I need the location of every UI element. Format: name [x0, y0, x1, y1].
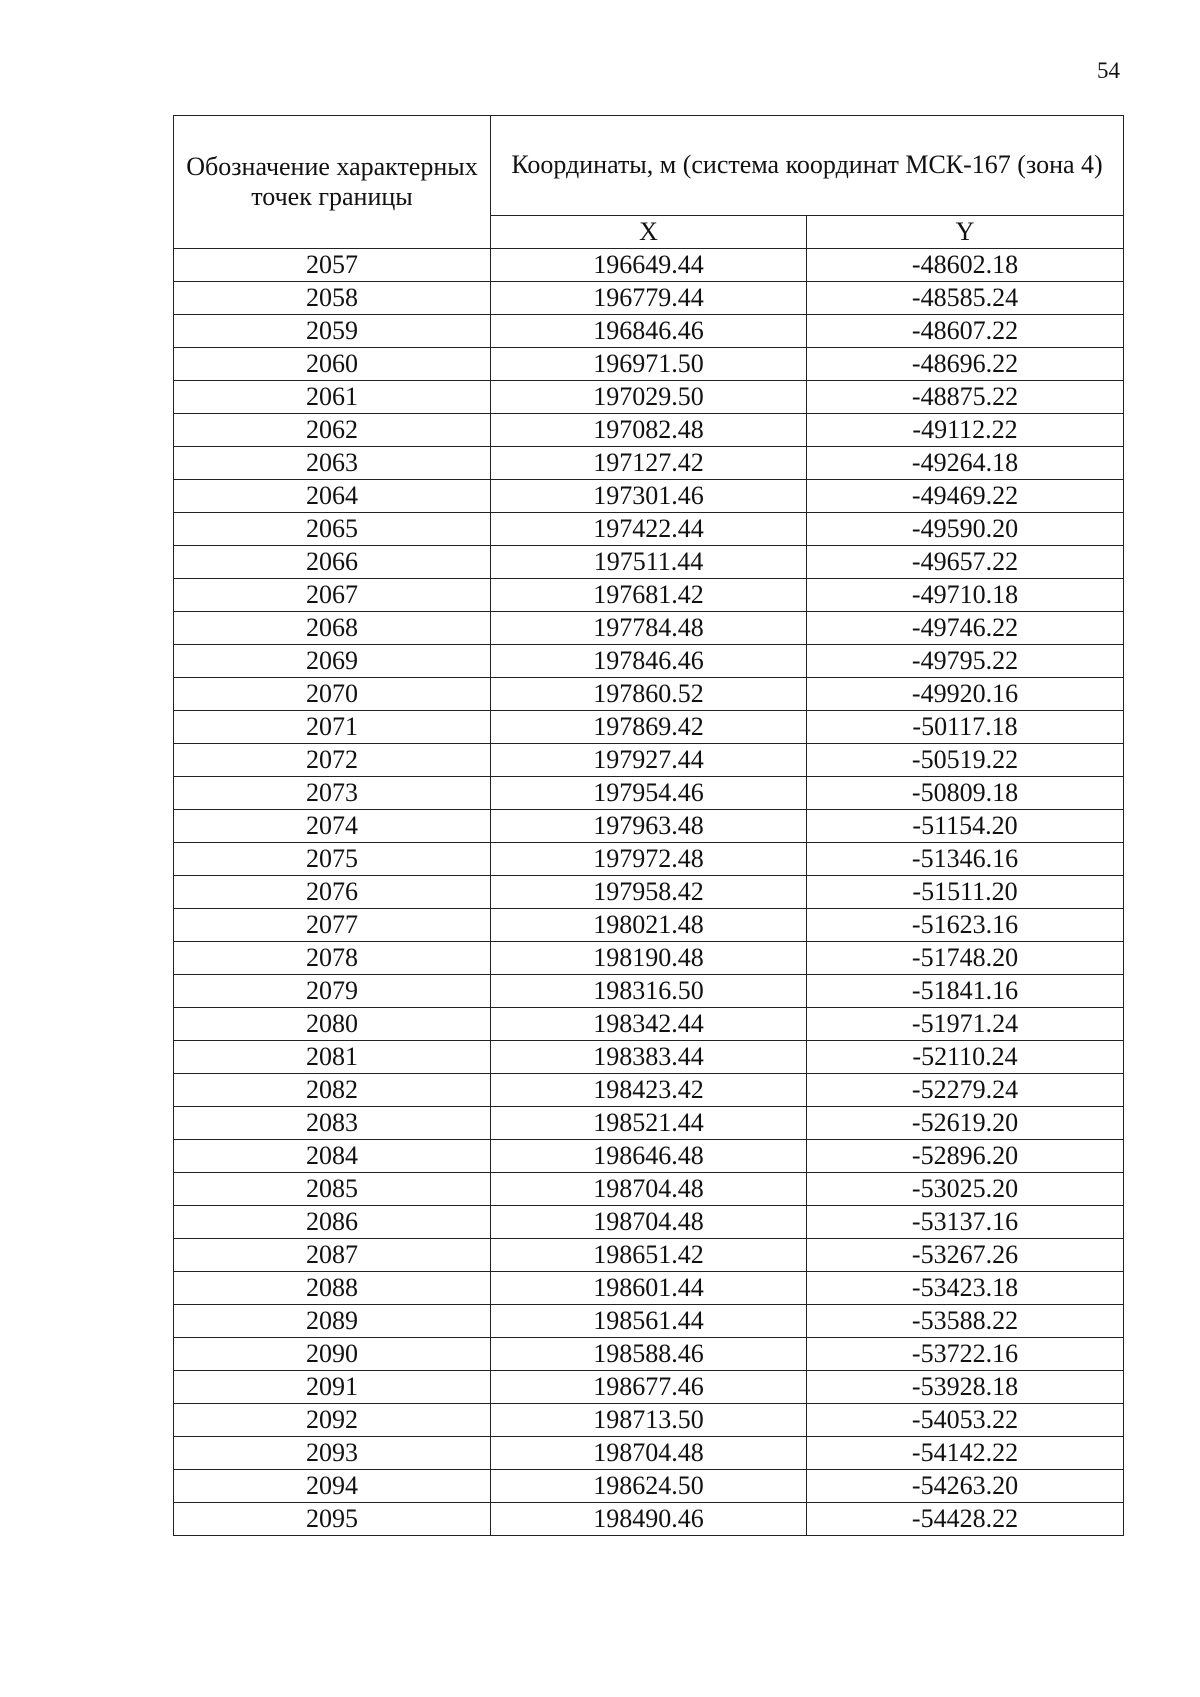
point-cell: 2059 — [174, 315, 491, 348]
y-cell: -48875.22 — [807, 381, 1124, 414]
table-row — [174, 645, 1124, 678]
table-row — [174, 315, 1124, 348]
point-cell: 2091 — [174, 1371, 491, 1404]
point-cell: 2075 — [174, 843, 491, 876]
coordinates-table — [173, 115, 1124, 1536]
x-cell: 198342.44 — [491, 1008, 807, 1041]
y-cell: -51623.16 — [807, 909, 1124, 942]
table-row — [174, 1041, 1124, 1074]
table-header — [174, 116, 1124, 249]
point-cell: 2070 — [174, 678, 491, 711]
x-cell: 197972.48 — [491, 843, 807, 876]
y-cell: -53025.20 — [807, 1173, 1124, 1206]
table-row — [174, 447, 1124, 480]
y-cell: -49469.22 — [807, 480, 1124, 513]
table-row — [174, 1206, 1124, 1239]
table-row — [174, 1305, 1124, 1338]
table-row — [174, 1503, 1124, 1536]
point-cell: 2089 — [174, 1305, 491, 1338]
y-cell: -54428.22 — [807, 1503, 1124, 1536]
table-row — [174, 513, 1124, 546]
page-number: 54 — [1097, 58, 1120, 83]
y-cell: -50117.18 — [807, 711, 1124, 744]
x-cell: 197927.44 — [491, 744, 807, 777]
x-cell: 198490.46 — [491, 1503, 807, 1536]
x-cell: 197860.52 — [491, 678, 807, 711]
table-row — [174, 678, 1124, 711]
y-cell: -49657.22 — [807, 546, 1124, 579]
point-cell: 2064 — [174, 480, 491, 513]
table-row — [174, 480, 1124, 513]
table-row — [174, 843, 1124, 876]
table-row — [174, 942, 1124, 975]
y-cell: -54142.22 — [807, 1437, 1124, 1470]
x-cell: 197029.50 — [491, 381, 807, 414]
x-cell: 197963.48 — [491, 810, 807, 843]
point-cell: 2067 — [174, 579, 491, 612]
point-cell: 2062 — [174, 414, 491, 447]
y-cell: -48696.22 — [807, 348, 1124, 381]
table-row — [174, 1239, 1124, 1272]
y-cell: -48585.24 — [807, 282, 1124, 315]
y-cell: -53928.18 — [807, 1371, 1124, 1404]
point-cell: 2087 — [174, 1239, 491, 1272]
y-cell: -51346.16 — [807, 843, 1124, 876]
point-cell: 2057 — [174, 249, 491, 282]
table-row — [174, 1338, 1124, 1371]
table-body — [174, 249, 1124, 1536]
y-cell: -52896.20 — [807, 1140, 1124, 1173]
x-cell: 197869.42 — [491, 711, 807, 744]
y-cell: -54053.22 — [807, 1404, 1124, 1437]
table-row — [174, 612, 1124, 645]
x-cell: 198713.50 — [491, 1404, 807, 1437]
x-cell: 197846.46 — [491, 645, 807, 678]
header-coordinates: Координаты, м (система координат МСК-167 (зона 4) — [491, 116, 1124, 216]
point-cell: 2079 — [174, 975, 491, 1008]
point-cell: 2093 — [174, 1437, 491, 1470]
x-cell: 198190.48 — [491, 942, 807, 975]
y-cell: -48602.18 — [807, 249, 1124, 282]
point-cell: 2082 — [174, 1074, 491, 1107]
x-cell: 197958.42 — [491, 876, 807, 909]
x-cell: 198651.42 — [491, 1239, 807, 1272]
table-row — [174, 1437, 1124, 1470]
table-row — [174, 1470, 1124, 1503]
table-row — [174, 1173, 1124, 1206]
x-cell: 197681.42 — [491, 579, 807, 612]
point-cell: 2074 — [174, 810, 491, 843]
point-cell: 2080 — [174, 1008, 491, 1041]
y-cell: -50519.22 — [807, 744, 1124, 777]
x-cell: 198646.48 — [491, 1140, 807, 1173]
table-row — [174, 414, 1124, 447]
y-cell: -53423.18 — [807, 1272, 1124, 1305]
point-cell: 2072 — [174, 744, 491, 777]
x-cell: 198704.48 — [491, 1437, 807, 1470]
table-row — [174, 249, 1124, 282]
y-cell: -49795.22 — [807, 645, 1124, 678]
x-cell: 197127.42 — [491, 447, 807, 480]
y-cell: -53137.16 — [807, 1206, 1124, 1239]
point-cell: 2092 — [174, 1404, 491, 1437]
table-row — [174, 1107, 1124, 1140]
point-cell: 2076 — [174, 876, 491, 909]
table-row — [174, 348, 1124, 381]
x-cell: 198677.46 — [491, 1371, 807, 1404]
point-cell: 2095 — [174, 1503, 491, 1536]
table-row — [174, 1008, 1124, 1041]
y-cell: -49264.18 — [807, 447, 1124, 480]
y-cell: -51154.20 — [807, 810, 1124, 843]
x-cell: 196971.50 — [491, 348, 807, 381]
y-cell: -54263.20 — [807, 1470, 1124, 1503]
header-y: Y — [807, 215, 1124, 248]
y-cell: -52110.24 — [807, 1041, 1124, 1074]
y-cell: -49710.18 — [807, 579, 1124, 612]
x-cell: 198624.50 — [491, 1470, 807, 1503]
point-cell: 2069 — [174, 645, 491, 678]
x-cell: 196779.44 — [491, 282, 807, 315]
table-row — [174, 579, 1124, 612]
point-cell: 2081 — [174, 1041, 491, 1074]
y-cell: -49590.20 — [807, 513, 1124, 546]
point-cell: 2073 — [174, 777, 491, 810]
y-cell: -49112.22 — [807, 414, 1124, 447]
table-row — [174, 975, 1124, 1008]
point-cell: 2088 — [174, 1272, 491, 1305]
y-cell: -49920.16 — [807, 678, 1124, 711]
x-cell: 197422.44 — [491, 513, 807, 546]
table-row — [174, 777, 1124, 810]
x-cell: 198601.44 — [491, 1272, 807, 1305]
point-cell: 2094 — [174, 1470, 491, 1503]
y-cell: -51971.24 — [807, 1008, 1124, 1041]
y-cell: -51841.16 — [807, 975, 1124, 1008]
x-cell: 198316.50 — [491, 975, 807, 1008]
point-cell: 2090 — [174, 1338, 491, 1371]
point-cell: 2068 — [174, 612, 491, 645]
header-x: X — [491, 215, 807, 248]
x-cell: 198588.46 — [491, 1338, 807, 1371]
x-cell: 198704.48 — [491, 1173, 807, 1206]
y-cell: -48607.22 — [807, 315, 1124, 348]
point-cell: 2063 — [174, 447, 491, 480]
x-cell: 198021.48 — [491, 909, 807, 942]
x-cell: 197511.44 — [491, 546, 807, 579]
table-row — [174, 546, 1124, 579]
y-cell: -53267.26 — [807, 1239, 1124, 1272]
table-row — [174, 1272, 1124, 1305]
table-row — [174, 1074, 1124, 1107]
table-row — [174, 1140, 1124, 1173]
table-row — [174, 381, 1124, 414]
y-cell: -50809.18 — [807, 777, 1124, 810]
x-cell: 198423.42 — [491, 1074, 807, 1107]
y-cell: -53722.16 — [807, 1338, 1124, 1371]
table-row — [174, 744, 1124, 777]
x-cell: 198383.44 — [491, 1041, 807, 1074]
point-cell: 2058 — [174, 282, 491, 315]
x-cell: 197784.48 — [491, 612, 807, 645]
header-point-designation: Обозначение характерных точек границы — [174, 116, 491, 249]
point-cell: 2065 — [174, 513, 491, 546]
y-cell: -51511.20 — [807, 876, 1124, 909]
y-cell: -51748.20 — [807, 942, 1124, 975]
point-cell: 2071 — [174, 711, 491, 744]
point-cell: 2083 — [174, 1107, 491, 1140]
y-cell: -49746.22 — [807, 612, 1124, 645]
point-cell: 2084 — [174, 1140, 491, 1173]
y-cell: -52619.20 — [807, 1107, 1124, 1140]
x-cell: 196846.46 — [491, 315, 807, 348]
y-cell: -52279.24 — [807, 1074, 1124, 1107]
point-cell: 2077 — [174, 909, 491, 942]
x-cell: 198704.48 — [491, 1206, 807, 1239]
point-cell: 2060 — [174, 348, 491, 381]
table-row — [174, 1404, 1124, 1437]
point-cell: 2066 — [174, 546, 491, 579]
point-cell: 2086 — [174, 1206, 491, 1239]
x-cell: 198561.44 — [491, 1305, 807, 1338]
point-cell: 2061 — [174, 381, 491, 414]
table-row — [174, 711, 1124, 744]
x-cell: 197082.48 — [491, 414, 807, 447]
table-row — [174, 282, 1124, 315]
table-row — [174, 810, 1124, 843]
point-cell: 2085 — [174, 1173, 491, 1206]
table-row — [174, 876, 1124, 909]
y-cell: -53588.22 — [807, 1305, 1124, 1338]
x-cell: 196649.44 — [491, 249, 807, 282]
x-cell: 198521.44 — [491, 1107, 807, 1140]
table-row — [174, 1371, 1124, 1404]
table-row — [174, 909, 1124, 942]
x-cell: 197301.46 — [491, 480, 807, 513]
point-cell: 2078 — [174, 942, 491, 975]
x-cell: 197954.46 — [491, 777, 807, 810]
